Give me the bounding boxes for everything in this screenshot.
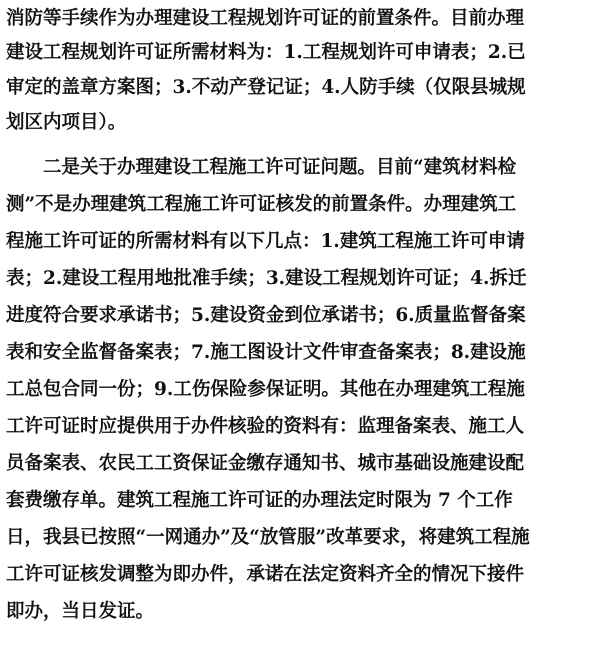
text-line: 工许可证时应提供用于办件核验的资料有：监理备案表、施工人: [6, 416, 525, 437]
text-line: 表和安全监督备案表；7.施工图设计文件审查备案表；8.建设施: [6, 342, 526, 363]
text-line: 进度符合要求承诺书；5.建设资金到位承诺书；6.质量监督备案: [6, 305, 526, 326]
text-line: 程施工许可证的所需材料有以下几点：1.建筑工程施工许可申请: [6, 231, 525, 252]
text-line: 工许可证核发调整为即办件，承诺在法定资料齐全的情况下接件: [6, 564, 525, 585]
text-line: 测”不是办理建筑工程施工许可证核发的前置条件。办理建筑工: [6, 194, 517, 215]
text-line: 建设工程规划许可证所需材料为：1.工程规划许可申请表；2.已: [6, 42, 526, 63]
text-line: 套费缴存单。建筑工程施工许可证的办理法定时限为 7 个工作: [6, 490, 513, 511]
text-line: 表；2.建设工程用地批准手续；3.建设工程规划许可证；4.拆迁: [6, 268, 527, 289]
text-line: 工总包合同一份；9.工伤保险参保证明。其他在办理建筑工程施: [6, 379, 525, 400]
paragraph-first-line: 二是关于办理建设工程施工许可证问题。目前“建筑材料检: [43, 157, 517, 178]
text-line: 消防等手续作为办理建设工程规划许可证的前置条件。目前办理: [6, 8, 525, 29]
text-line: 员备案表、农民工工资保证金缴存通知书、城市基础设施建设配: [6, 453, 525, 474]
text-line: 即办，当日发证。: [6, 601, 155, 622]
text-line: 日，我县已按照“一网通办”及“放管服”改革要求，将建筑工程施: [6, 527, 530, 548]
text-line: 审定的盖章方案图；3.不动产登记证；4.人防手续（仅限县城规: [6, 77, 526, 98]
text-line: 划区内项目）。: [6, 112, 127, 133]
